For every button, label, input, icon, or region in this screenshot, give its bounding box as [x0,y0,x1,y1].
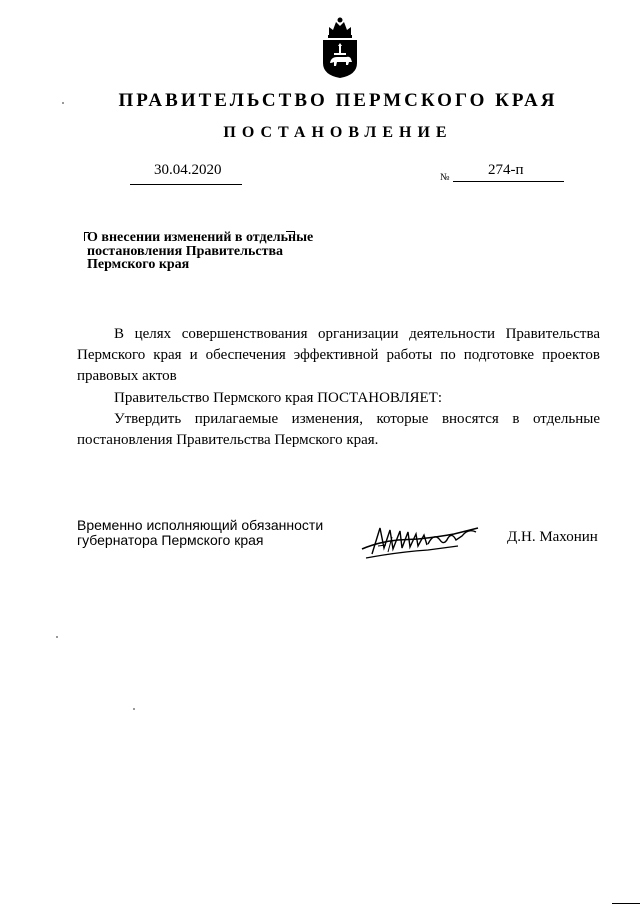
document-body [77,324,600,451]
position-line: губернатора Пермского края [77,532,264,548]
scan-speck [62,102,64,104]
document-date: 30.04.2020 [154,162,222,178]
document-type: ПОСТАНОВЛЕНИЕ [223,124,453,141]
date-field [130,162,242,185]
number-underline [453,181,564,182]
subject-line: постановления Правительства [87,243,283,259]
signer-position [77,518,357,548]
position-line: Временно исполняющий обязанности [77,517,324,533]
subject-line: Пермского края [87,257,190,272]
subject-line: О внесении изменений в отдельные [87,230,314,245]
government-title: ПРАВИТЕЛЬСТВО ПЕРМСКОГО КРАЯ [118,90,558,111]
body-paragraph: Правительство Пермского края ПОСТАНОВЛЯЕТ: [114,390,443,406]
document-number: 274-п [488,162,524,178]
number-sign: № [440,172,450,183]
body-paragraph: В целях совершенствования организации деятельности Правительства Пермского края и обеспечения эффективной работы по подготовке проектов правовых актов [77,326,600,384]
scan-edge-mark [612,903,640,904]
signer-name: Д.Н. Махонин [507,529,598,545]
scan-speck [133,708,135,710]
document-subject [87,231,347,272]
body-paragraph: Утвердить прилагаемые изменения, которые вносятся в отдельные постановления Правительства Пермского края. [77,411,600,448]
scan-speck [56,636,58,638]
handwritten-signature [358,516,488,562]
number-field [440,162,564,184]
coat-of-arms-icon [320,15,360,79]
